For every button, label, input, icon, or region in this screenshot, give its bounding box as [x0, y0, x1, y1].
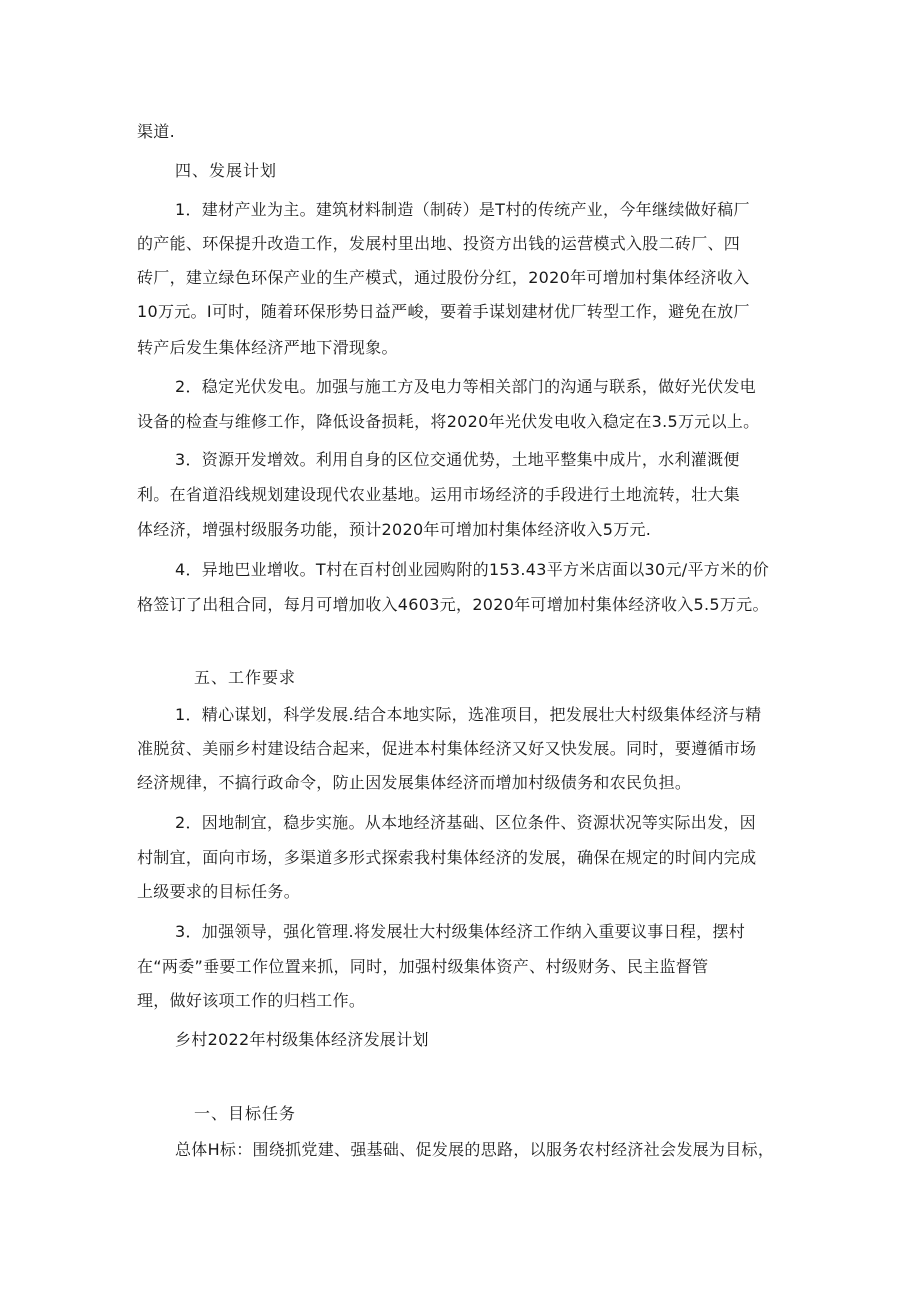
text-line: 设备的检查与维修工作，降低设备损耗，将2020年光伏发电收入稳定在3.5万元以上。	[137, 412, 760, 431]
text-line: 的产能、环保提升改造工作，发展村里出地、投资方出钱的运营模式入股二砖厂、四	[137, 234, 741, 253]
text-line: 4．异地巴业增收。T村在百村创业园购附的153.43平方米店面以30元/平方米的价	[175, 560, 769, 579]
text-line: 2．稳定光伏发电。加强与施工方及电力等相关部门的沟通与联系，做好光伏发电	[175, 377, 756, 396]
section-heading: 四、发展计划	[175, 161, 278, 180]
text-line: 2．因地制宜，稳步实施。从本地经济基础、区位条件、资源状况等实际出发，因	[175, 813, 756, 832]
text-line: 经济规律，不搞行政命令，防止因发展集体经济而增加村级债务和农民负担。	[137, 773, 692, 792]
text-line: 总体H标：围绕抓党建、强基础、促发展的思路，以服务农村经济社会发展为目标，	[175, 1140, 775, 1159]
section-heading: 五、工作要求	[194, 668, 297, 687]
text-line: 砖厂，建立绿色环保产业的生产模式，通过股份分红，2020年可增加村集体经济收入	[137, 268, 750, 287]
text-line: 准脱贫、美丽乡村建设结合起来，促进本村集体经济又好又快发展。同时，要遵循市场	[137, 739, 757, 758]
text-line: 1．精心谋划，科学发展.结合本地实际，选准项目，把发展壮大村级集体经济与精	[175, 705, 762, 724]
section-heading: 一、目标任务	[194, 1104, 297, 1123]
text-line: 在“两委”垂要工作位置来抓，同时，加强村级集体资产、村级财务、民主监督管	[137, 957, 709, 976]
text-line: 村制宜，面向市场，多渠道多形式探索我村集体经济的发展，确保在规定的时间内完成	[137, 848, 757, 867]
text-line: 10万元。I可时，随着环保形势日益严峻，要着手谋划建材优厂转型工作，避免在放厂	[137, 302, 750, 321]
text-line: 体经济，增强村级服务功能，预计2020年可增加村集体经济收入5万元.	[137, 520, 652, 539]
document-title: 乡村2022年村级集体经济发展计划	[175, 1030, 429, 1049]
text-line: 格签订了出租合同，每月可增加收入4603元，2020年可增加村集体经济收入5.5万元。	[137, 595, 769, 614]
text-line: 3．加强领导，强化管理.将发展壮大村级集体经济工作纳入重要议事日程，摆村	[175, 922, 746, 941]
text-line: 渠道.	[137, 122, 175, 141]
text-line: 1．建材产业为主。建筑材料制造（制砖）是T村的传统产业，今年继续做好稿厂	[175, 200, 750, 219]
text-line: 利。在省道沿线规划建设现代农业基地。运用市场经济的手段进行土地流转，壮大集	[137, 485, 741, 504]
text-line: 理，做好该项工作的归档工作。	[137, 991, 366, 1010]
text-line: 转产后发生集体经济严地下滑现象。	[137, 338, 398, 357]
text-line: 3．资源开发增效。利用自身的区位交通优势，土地平整集中成片，水利灌溉便	[175, 450, 740, 469]
text-line: 上级要求的目标任务。	[137, 882, 301, 901]
